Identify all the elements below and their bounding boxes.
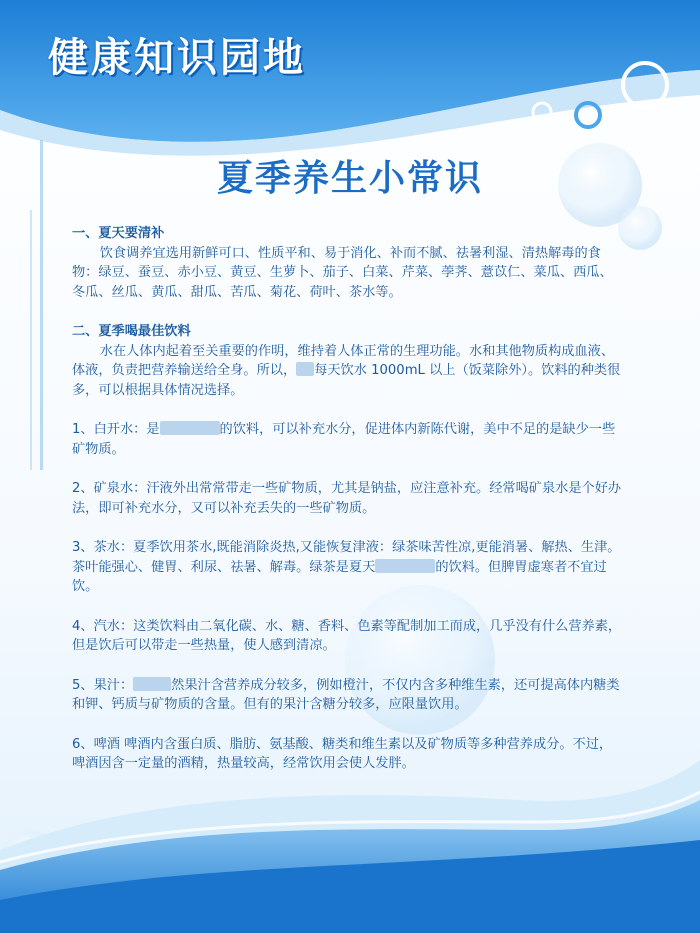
item-boiled-water <box>72 420 624 459</box>
item-label: 5、果汁： <box>72 677 134 693</box>
section-heading: 二、夏季喝最佳饮料 <box>72 324 191 339</box>
item-text: 啤酒内含蛋白质、脂肪、氨基酸、糖类和维生素以及矿物质等多种营养成分。不过，啤酒因含一定量的酒精，热量较高，经常饮用会使人发胖。 <box>72 736 613 771</box>
item-text: 然果汁含营养成分较多，例如橙汁，不仅内含多种维生素，还可提高体内糖类和钾、钙质与矿物质的含量。但有的果汁含糖分较多，应限量饮用。 <box>72 677 620 712</box>
item-soda <box>72 617 624 656</box>
header-title: 健康知识园地 <box>48 35 306 81</box>
item-beer <box>72 735 624 774</box>
document-title: 夏季养生小常识 <box>216 158 483 199</box>
item-mineral-water <box>72 479 624 518</box>
redacted-text <box>160 421 220 435</box>
redacted-text <box>133 677 171 691</box>
item-juice <box>72 676 624 715</box>
section-heading: 一、夏天要清补 <box>72 226 165 241</box>
item-tea <box>72 538 624 597</box>
item-text: 夏季饮用茶水,既能消除炎热,又能恢复津液：绿茶味苦性凉,更能消暑、解热、生津。茶叶能强心、健胃、利尿、祛暑、解毒。绿茶是夏天 <box>72 540 621 575</box>
item-text: 这类饮料由二氧化碳、水、糖、香料、色素等配制加工而成，几乎没有什么营养素，但是饮后可以带走一些热量，使人感到清凉。 <box>72 618 622 653</box>
section-best-drinks <box>72 322 624 400</box>
redacted-text <box>296 362 314 376</box>
item-label: 2、矿泉水： <box>72 481 147 496</box>
item-text: 的饮料。但脾胃虚寒者不宜过饮。 <box>72 559 607 594</box>
item-label: 6、啤酒 <box>72 736 120 752</box>
section-paragraph: 水在人体内起着至关重要的作明，维持着人体正常的生理功能。水和其他物质构成血液、体液，负责把营养输送给全身。所以， 每天饮水 1000mL 以上（饭菜除外）。饮料的种类很多，可以根据具体情况选择。 <box>72 343 621 398</box>
item-label: 4、汽水： <box>72 618 134 634</box>
section-paragraph: 饮食调养宜选用新鲜可口、性质平和、易于消化、补而不腻、祛暑利湿、清热解毒的食物：绿豆、蚕豆、赤小豆、黄豆、生萝卜、茄子、白菜、芹菜、荸荠、薏苡仁、菜瓜、西瓜、冬瓜、丝瓜、黄瓜、甜瓜、苦瓜、菊花、荷叶、茶水等。 <box>72 245 613 300</box>
item-text: 的饮料，可以补充水分，促进体内新陈代谢，美中不足的是缺少一些矿物质。 <box>72 422 616 457</box>
item-label: 1、白开水：是 <box>72 422 160 437</box>
item-text: 汗液外出常常带走一些矿物质，尤其是钠盐，应注意补充。经常喝矿泉水是个好办法，即可补充水分，又可以补充丢失的一些矿物质。 <box>72 481 622 516</box>
article-body <box>72 224 624 774</box>
item-label: 3、茶水： <box>72 540 134 555</box>
section-summer-tonic <box>72 224 624 302</box>
redacted-text <box>375 559 435 573</box>
